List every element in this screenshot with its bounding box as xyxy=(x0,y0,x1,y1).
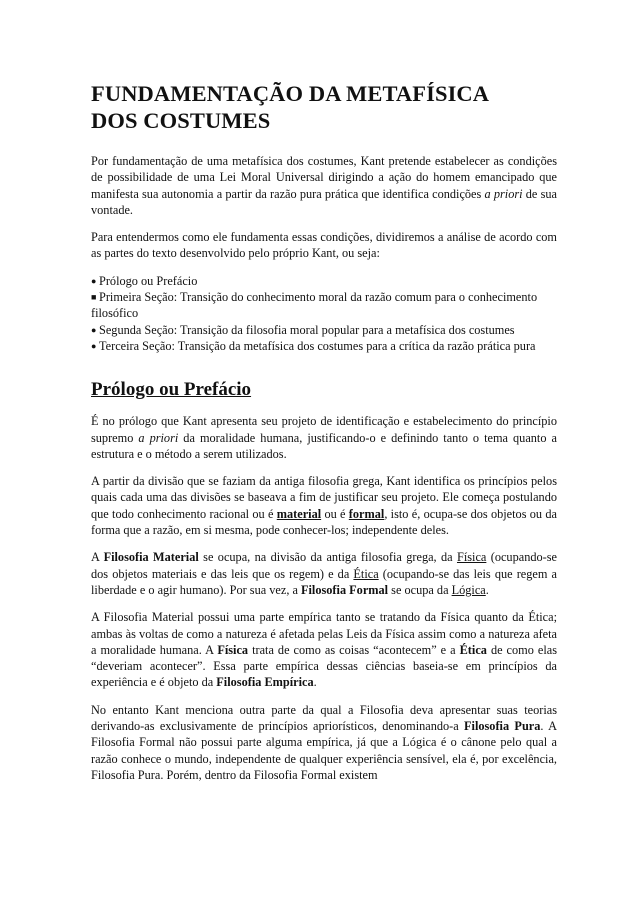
bullet-icon: ● xyxy=(91,275,97,286)
term-etica-bold: Ética xyxy=(459,642,487,657)
term-material: material xyxy=(276,506,322,521)
list-item: ● Terceira Seção: Transição da metafísica dos costumes para a crítica da razão prática pura xyxy=(91,338,536,353)
term-filosofia-empirica: Filosofia Empírica xyxy=(216,675,314,690)
term-fisica: Física xyxy=(456,550,487,565)
section-paragraph-1: É no prólogo que Kant apresenta seu projeto de identificação e estabelecimento do princípio supremo a priori da moralidade humana, justificando-o e definindo tanto o tema quanto a estrutura e o método a serem utilizados. xyxy=(91,414,557,461)
document-title xyxy=(91,80,557,134)
list-item: ● Segunda Seção: Transição da filosofia moral popular para a metafísica dos costumes xyxy=(91,322,515,337)
term-fisica-bold: Física xyxy=(217,642,249,657)
bullet-icon: ● xyxy=(91,324,97,335)
title-line-2: DOS COSTUMES xyxy=(91,108,271,133)
term-filosofia-pura: Filosofia Pura xyxy=(464,719,541,734)
term-formal: formal xyxy=(348,506,385,521)
term-filosofia-material: Filosofia Material xyxy=(103,550,199,565)
title-line-1: FUNDAMENTAÇÃO DA METAFÍSICA xyxy=(91,81,490,106)
document-content xyxy=(91,80,557,783)
list-item: ■ Primeira Seção: Transição do conhecimento moral da razão comum para o conhecimento filosófico xyxy=(91,290,538,321)
bullet-icon: ● xyxy=(91,340,97,351)
section-heading: Prólogo ou Prefácio xyxy=(91,379,252,401)
section-paragraph-2: A partir da divisão que se faziam da antiga filosofia grega, Kant identifica os princípios pelos quais cada uma das divisões se baseava a fim de justificar seu projeto. Ele começa postulando que todo conhecimento racional ou é material ou é formal, isto é, ocupa-se dos objetos ou da forma que a razão, em si mesma, pode conhecer-los; independente deles. xyxy=(91,474,557,538)
intro-paragraph-2: Para entendermos como ele fundamenta essas condições, dividiremos a análise de acordo com as partes do texto desenvolvido pelo próprio Kant, ou seja: xyxy=(91,230,557,261)
section-paragraph-5: No entanto Kant menciona outra parte da qual a Filosofia deva apresentar suas teorias derivando-as exclusivamente de princípios apriorísticos, denominando-a Filosofia Pura. A Filosofia Formal não possui parte alguma empírica, já que a Lógica é o cânone pelo qual a razão conhece o mundo, independente de qualquer experiência sensível, ela é, por excelência, Filosofia Pura. Porém, dentro da Filosofia Formal existem xyxy=(91,702,557,782)
bullet-icon: ■ xyxy=(91,292,97,303)
term-etica: Ética xyxy=(353,566,379,581)
section-paragraph-4: A Filosofia Material possui uma parte empírica tanto se tratando da Física quanto da Ética; ambas às voltas de como a natureza é afetada pelas Leis da Física assim como a natureza afeta a moralidade humana. A Física trata de como as coisas “acontecem” e a Ética de como elas “deveriam acontecer”. Essa parte empírica dessas ciências baseia-se em princípios da experiência e é objeto da Filosofia Empírica. xyxy=(91,610,557,690)
term-filosofia-formal: Filosofia Formal xyxy=(301,582,389,597)
section-paragraph-3: A Filosofia Material se ocupa, na divisão da antiga filosofia grega, da Física (ocupando-se dos objetos materiais e das leis que os regem) e da Ética (ocupando-se das leis que regem a liberdade e o agir humano). Por sua vez, a Filosofia Formal se ocupa da Lógica. xyxy=(91,550,557,597)
intro-paragraph-1: Por fundamentação de uma metafísica dos costumes, Kant pretende estabelecer as condições de possibilidade de uma Lei Moral Universal dirigindo a ação do homem emancipado que manifesta sua autonomia a partir da razão pura prática que identifica condições a priori de sua vontade. xyxy=(91,154,557,217)
list-item: ● Prólogo ou Prefácio xyxy=(91,273,198,288)
section-list xyxy=(91,273,557,354)
term-logica: Lógica xyxy=(451,582,486,597)
